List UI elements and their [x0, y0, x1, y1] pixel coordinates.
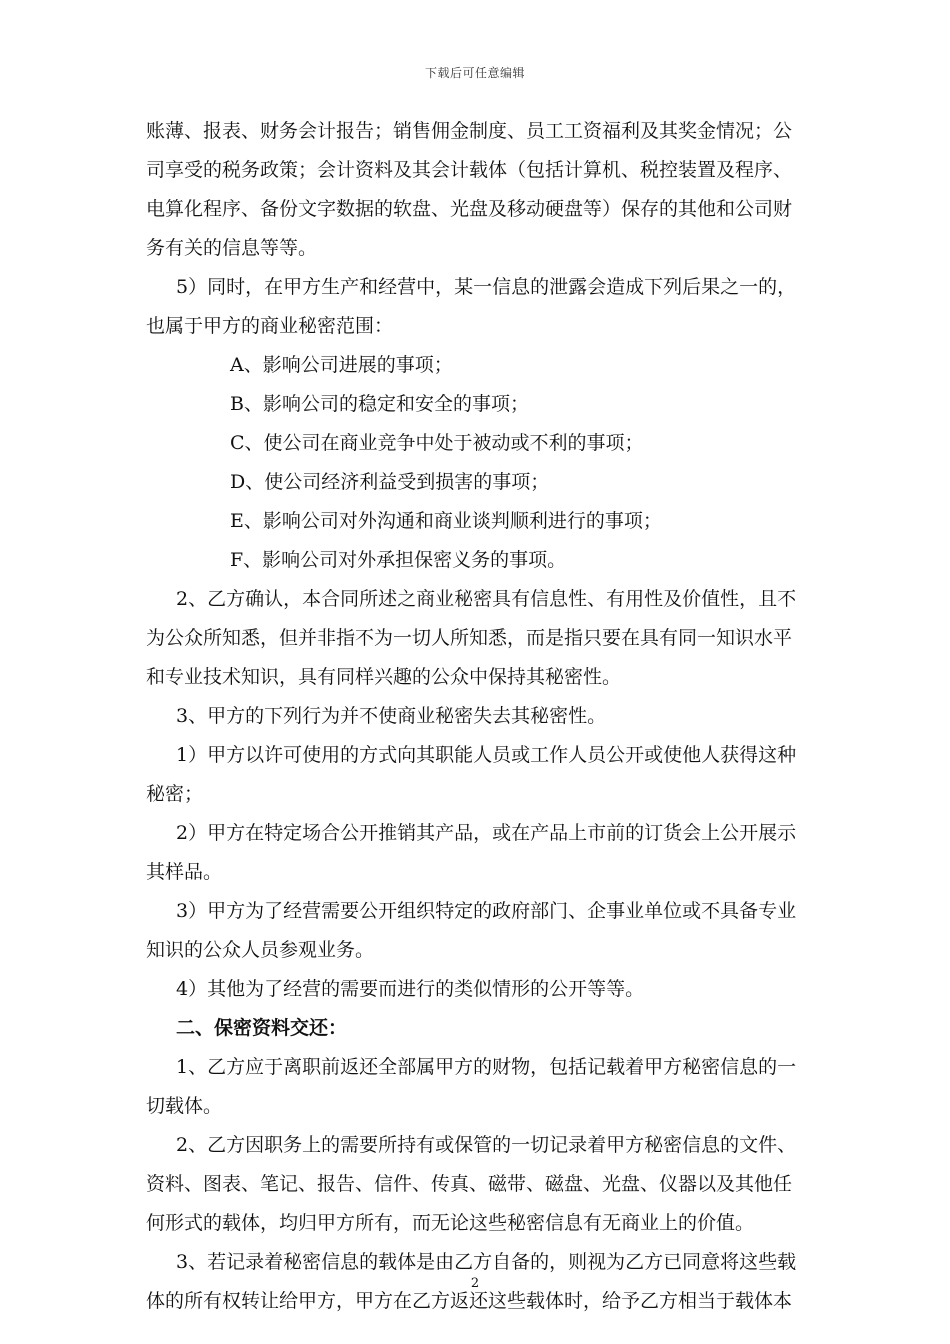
text-line: 务有关的信息等等。 — [146, 237, 318, 259]
text-line: 为公众所知悉，但并非指不为一切人所知悉，而是指只要在具有同一知识水平 — [146, 627, 793, 649]
text-line: 电算化程序、备份文字数据的软盘、光盘及移动硬盘等）保存的其他和公司财 — [146, 198, 793, 220]
text-line: F、影响公司对外承担保密义务的事项。 — [230, 549, 567, 571]
text-line: 秘密； — [146, 783, 204, 805]
text-line: 1）甲方以许可使用的方式向其职能人员或工作人员公开或使他人获得这种 — [176, 744, 797, 766]
page-header: 下载后可任意编辑 — [424, 66, 525, 80]
text-line: 3）甲方为了经营需要公开组织特定的政府部门、企事业单位或不具备专业 — [176, 900, 797, 922]
text-line: 也属于甲方的商业秘密范围： — [146, 315, 394, 337]
text-line: 切载体。 — [146, 1095, 223, 1117]
text-line: 资料、图表、笔记、报告、信件、传真、磁带、磁盘、光盘、仪器以及其他任 — [146, 1173, 793, 1195]
text-line: D、使公司经济利益受到损害的事项； — [230, 471, 550, 493]
text-line: 其样品。 — [146, 861, 223, 883]
text-line: B、影响公司的稳定和安全的事项； — [230, 393, 529, 415]
text-line: 2、乙方因职务上的需要所持有或保管的一切记录着甲方秘密信息的文件、 — [176, 1134, 797, 1156]
text-line: 何形式的载体，均归甲方所有，而无论这些秘密信息有无商业上的价值。 — [146, 1212, 755, 1234]
text-line: E、影响公司对外沟通和商业谈判顺利进行的事项； — [230, 510, 662, 532]
text-line: A、影响公司进展的事项； — [230, 354, 453, 376]
text-line: C、使公司在商业竞争中处于被动或不利的事项； — [230, 432, 644, 454]
text-line: 3、甲方的下列行为并不使商业秘密失去其秘密性。 — [176, 705, 607, 727]
text-line: 体的所有权转让给甲方，甲方在乙方返还这些载体时，给予乙方相当于载体本 — [146, 1290, 793, 1312]
text-line: 2）甲方在特定场合公开推销其产品，或在产品上市前的订货会上公开展示 — [176, 822, 797, 844]
text-line: 3、若记录着秘密信息的载体是由乙方自备的，则视为乙方已同意将这些载 — [176, 1251, 797, 1273]
text-line: 1、乙方应于离职前返还全部属甲方的财物，包括记载着甲方秘密信息的一 — [176, 1056, 797, 1078]
text-line: 账薄、报表、财务会计报告；销售佣金制度、员工工资福利及其奖金情况；公 — [146, 120, 793, 142]
page-number: 2 — [470, 1276, 480, 1291]
section-heading: 二、保密资料交还： — [176, 1017, 348, 1039]
text-line: 5）同时，在甲方生产和经营中，某一信息的泄露会造成下列后果之一的， — [176, 276, 797, 298]
text-line: 4）其他为了经营的需要而进行的类似情形的公开等等。 — [176, 978, 645, 1000]
text-line: 和专业技术知识，具有同样兴趣的公众中保持其秘密性。 — [146, 666, 622, 688]
text-line: 司享受的税务政策；会计资料及其会计载体（包括计算机、税控装置及程序、 — [146, 159, 793, 181]
text-line: 知识的公众人员参观业务。 — [146, 939, 375, 961]
document-body — [146, 114, 808, 1323]
text-line: 2、乙方确认，本合同所述之商业秘密具有信息性、有用性及价值性，且不 — [176, 588, 797, 610]
